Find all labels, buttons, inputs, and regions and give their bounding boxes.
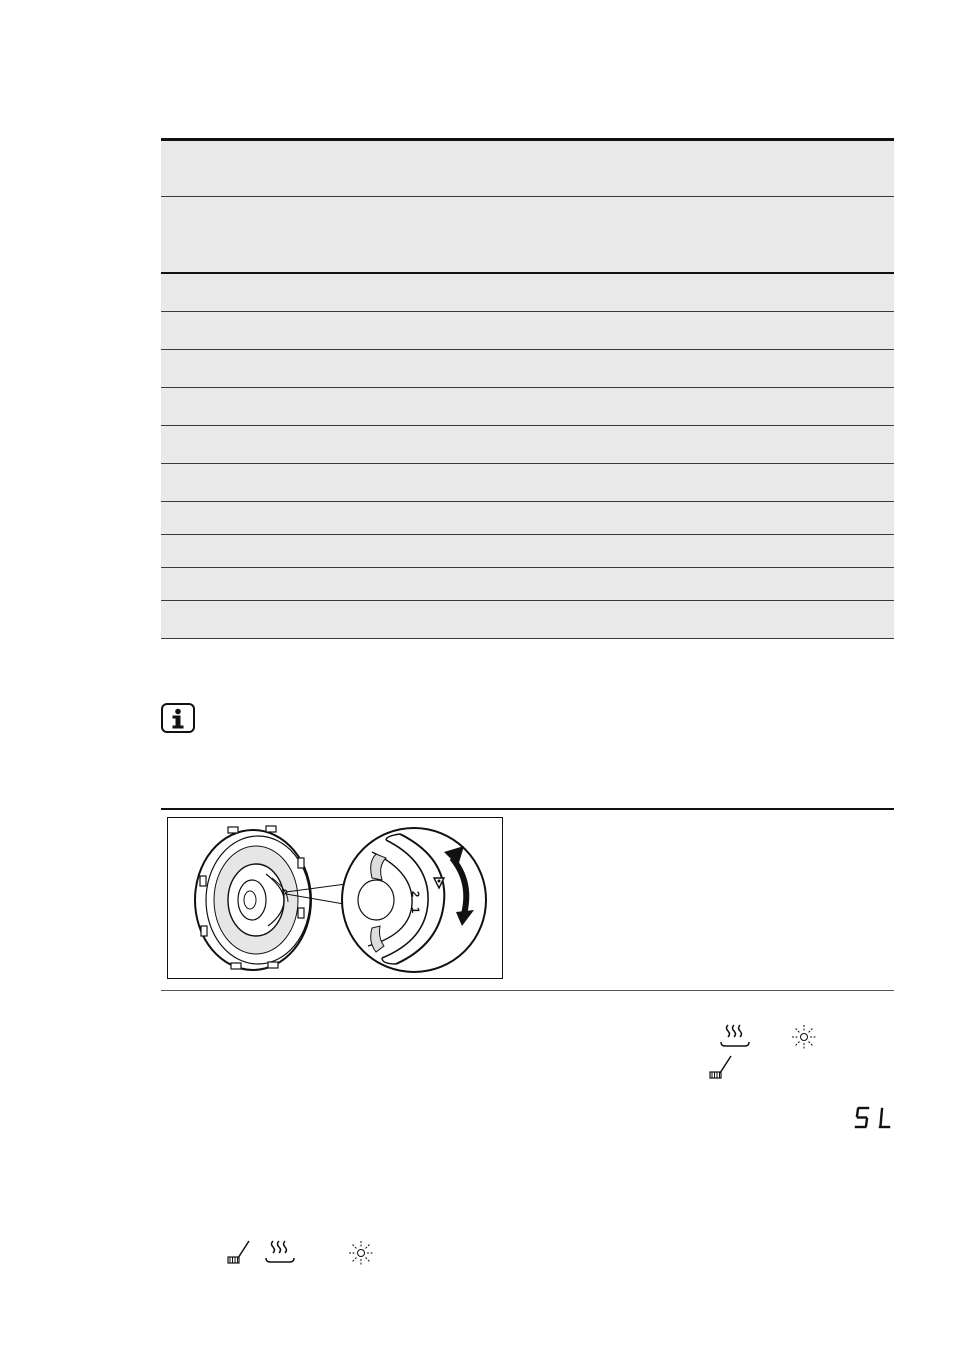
table-row: [161, 274, 894, 312]
rinse-aid-icon: [348, 1240, 374, 1266]
table-row: [161, 601, 894, 639]
table-cell: [576, 197, 894, 272]
rinse-aid-icon: [791, 1024, 817, 1050]
table-row: [161, 312, 894, 350]
salt-brush-icon: [708, 1053, 734, 1081]
salt-brush-icon: [226, 1238, 252, 1266]
table-row: [161, 426, 894, 464]
figure-bottom-rule: [161, 990, 894, 991]
table-header-row-2: [161, 197, 894, 274]
heat-dry-icon: [719, 1022, 751, 1050]
heat-dry-icon: [264, 1238, 296, 1266]
table-cell: [161, 141, 576, 196]
table-row: [161, 535, 894, 568]
dial-illustration: [168, 818, 502, 978]
dial-label-1: 1: [409, 907, 421, 914]
table-row: [161, 568, 894, 601]
table-header-row-1: [161, 141, 894, 197]
dial-label-2: 2: [409, 891, 421, 898]
table-row: [161, 464, 894, 502]
table-row: [161, 388, 894, 426]
settings-table: [161, 138, 894, 639]
info-icon: [161, 703, 195, 733]
table-cell: [576, 141, 894, 196]
softener-dial-figure: [167, 817, 503, 979]
table-cell: [161, 197, 576, 272]
seven-segment-display: [853, 1105, 893, 1131]
table-row: [161, 350, 894, 388]
table-row: [161, 502, 894, 535]
figure-top-rule: [161, 808, 894, 810]
